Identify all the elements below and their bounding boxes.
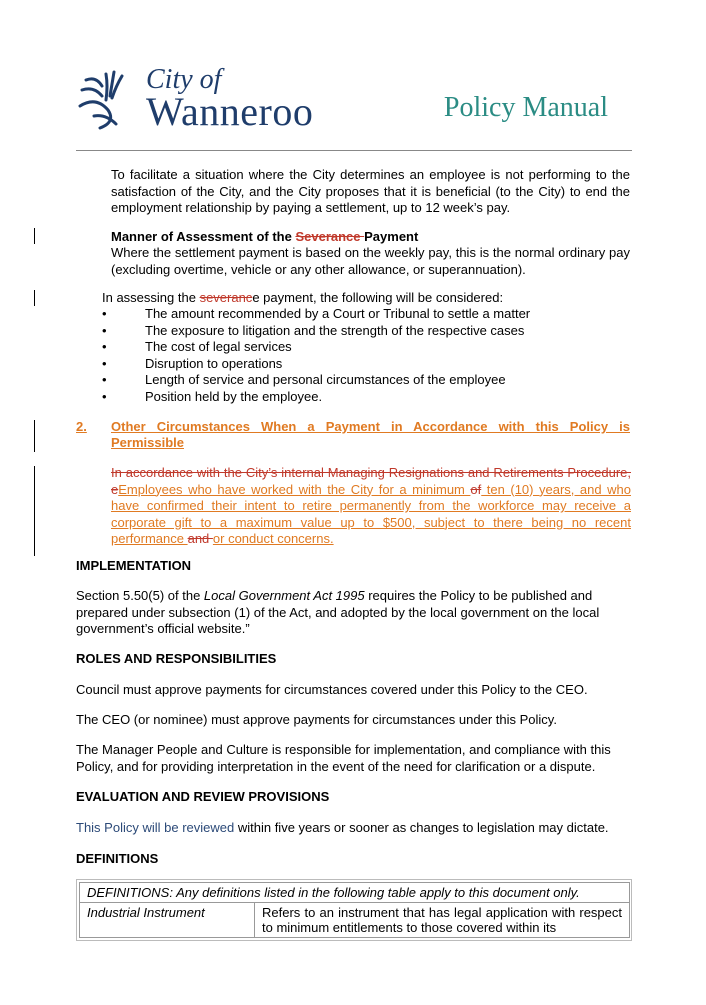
implementation-post: requires the Policy to be published and prepared under subsection (1) of the Act, and adopted by the local government on the local government’s official website.” <box>76 588 600 636</box>
roles-paragraph-2: The CEO (or nominee) must approve payments for circumstances under this Policy. <box>76 712 557 727</box>
list-item <box>102 323 632 340</box>
evaluation-heading: EVALUATION AND REVIEW PROVISIONS <box>76 789 330 804</box>
table-row <box>80 883 630 903</box>
roles-paragraph-1: Council must approve payments for circumstances covered under this Policy to the CEO. <box>76 682 588 697</box>
section-2-number: 2. <box>76 419 87 434</box>
section-2-body <box>111 465 631 548</box>
assessing-intro <box>102 290 630 307</box>
bullet: • <box>102 306 107 321</box>
bullet: • <box>102 339 107 354</box>
bullet: • <box>102 322 107 338</box>
logo-line-2: Wanneroo <box>146 89 314 134</box>
list-item <box>102 389 632 406</box>
list-item-text: Length of service and personal circumstances of the employee <box>145 372 506 387</box>
manner-heading-pre: Manner of Assessment of the <box>111 229 296 244</box>
assessing-post: e payment, the following will be considered: <box>252 290 504 305</box>
bullet: • <box>102 372 107 387</box>
act-name: Local Government Act 1995 <box>203 588 365 603</box>
inserted-text: conduct concerns. <box>228 531 334 546</box>
deleted-text: and <box>187 531 213 546</box>
assessing-deleted: severanc <box>199 290 253 305</box>
inserted-text: Employees who have worked with the City for a minimum <box>118 481 471 497</box>
change-bar <box>34 466 35 556</box>
change-bar <box>34 228 35 244</box>
list-item <box>102 306 632 323</box>
manner-heading-post: Payment <box>364 229 419 244</box>
evaluation-body <box>76 820 632 837</box>
inserted-text: ten (10) years, and who have confirmed their intent to retire permanently from the workforce may receive a corporate gift to a maximum value up to $500, subject to there being no recent performance <box>111 481 631 546</box>
implementation-body <box>76 588 632 638</box>
deleted-text: of <box>470 481 482 497</box>
list-item <box>102 339 632 356</box>
list-item-text: Disruption to operations <box>145 355 283 371</box>
bullet: • <box>102 355 107 371</box>
evaluation-linked-text: This Policy will be reviewed <box>76 820 235 835</box>
section-2-heading-line2: Permissible <box>111 435 184 450</box>
intro-paragraph: To facilitate a situation where the City determines an employee is not performing to the satisfaction of the City, and the City proposes that it is beneficial (to the City) to end the employment relationship by paying a settlement, up to 12 week’s pay. <box>111 167 630 215</box>
manner-body: Where the settlement payment is based on the weekly pay, this is the normal ordinary pay (excluding overtime, vehicle or any other allowance, or superannuation). <box>111 245 630 277</box>
implementation-heading: IMPLEMENTATION <box>76 558 192 573</box>
definitions-table <box>79 882 630 938</box>
header-divider <box>76 150 632 151</box>
policy-manual-title: Policy Manual <box>443 92 608 123</box>
inserted-text: or <box>212 531 229 546</box>
definitions-heading: DEFINITIONS <box>76 851 159 866</box>
logo-line-1: City of <box>146 64 222 95</box>
list-item-text: The exposure to litigation and the strength of the respective cases <box>145 322 525 338</box>
list-item-text: The amount recommended by a Court or Tribunal to settle a matter <box>145 306 531 321</box>
list-item <box>102 372 632 389</box>
definition-term: Industrial Instrument <box>80 903 255 938</box>
logo-emblem-icon <box>76 66 140 132</box>
change-bar <box>34 290 35 306</box>
implementation-pre: Section 5.50(5) of the <box>76 588 204 603</box>
list-item-text: Position held by the employee. <box>145 388 323 404</box>
evaluation-rest: within five years or sooner as changes to legislation may dictate. <box>234 820 609 835</box>
manner-heading-deleted: Severance <box>295 229 365 244</box>
definition-text: Refers to an instrument that has legal application with respect to minimum entitlements to those covered within its <box>255 903 630 938</box>
deleted-text: In accordance with the City’s internal Managing Resignations and Retirements Procedure, e <box>111 465 631 497</box>
assessing-pre: In assessing the <box>102 290 200 305</box>
bullet: • <box>102 388 107 404</box>
table-row <box>80 903 630 938</box>
section-2-heading-line1: Other Circumstances When a Payment in Accordance with this Policy is <box>111 419 630 434</box>
manner-heading <box>111 229 630 246</box>
assessment-criteria-list <box>102 306 632 405</box>
roles-paragraph-3: The Manager People and Culture is responsible for implementation, and compliance with this Policy, and for providing interpretation in the event of the need for clarification or a dispute. <box>76 742 611 774</box>
list-item <box>102 356 632 373</box>
roles-heading: ROLES AND RESPONSIBILITIES <box>76 651 277 666</box>
city-of-wanneroo-logo <box>76 64 326 136</box>
change-bar <box>34 420 35 452</box>
table-header-cell: DEFINITIONS: Any definitions listed in the following table apply to this document only. <box>80 883 630 903</box>
list-item-text: The cost of legal services <box>145 339 292 354</box>
